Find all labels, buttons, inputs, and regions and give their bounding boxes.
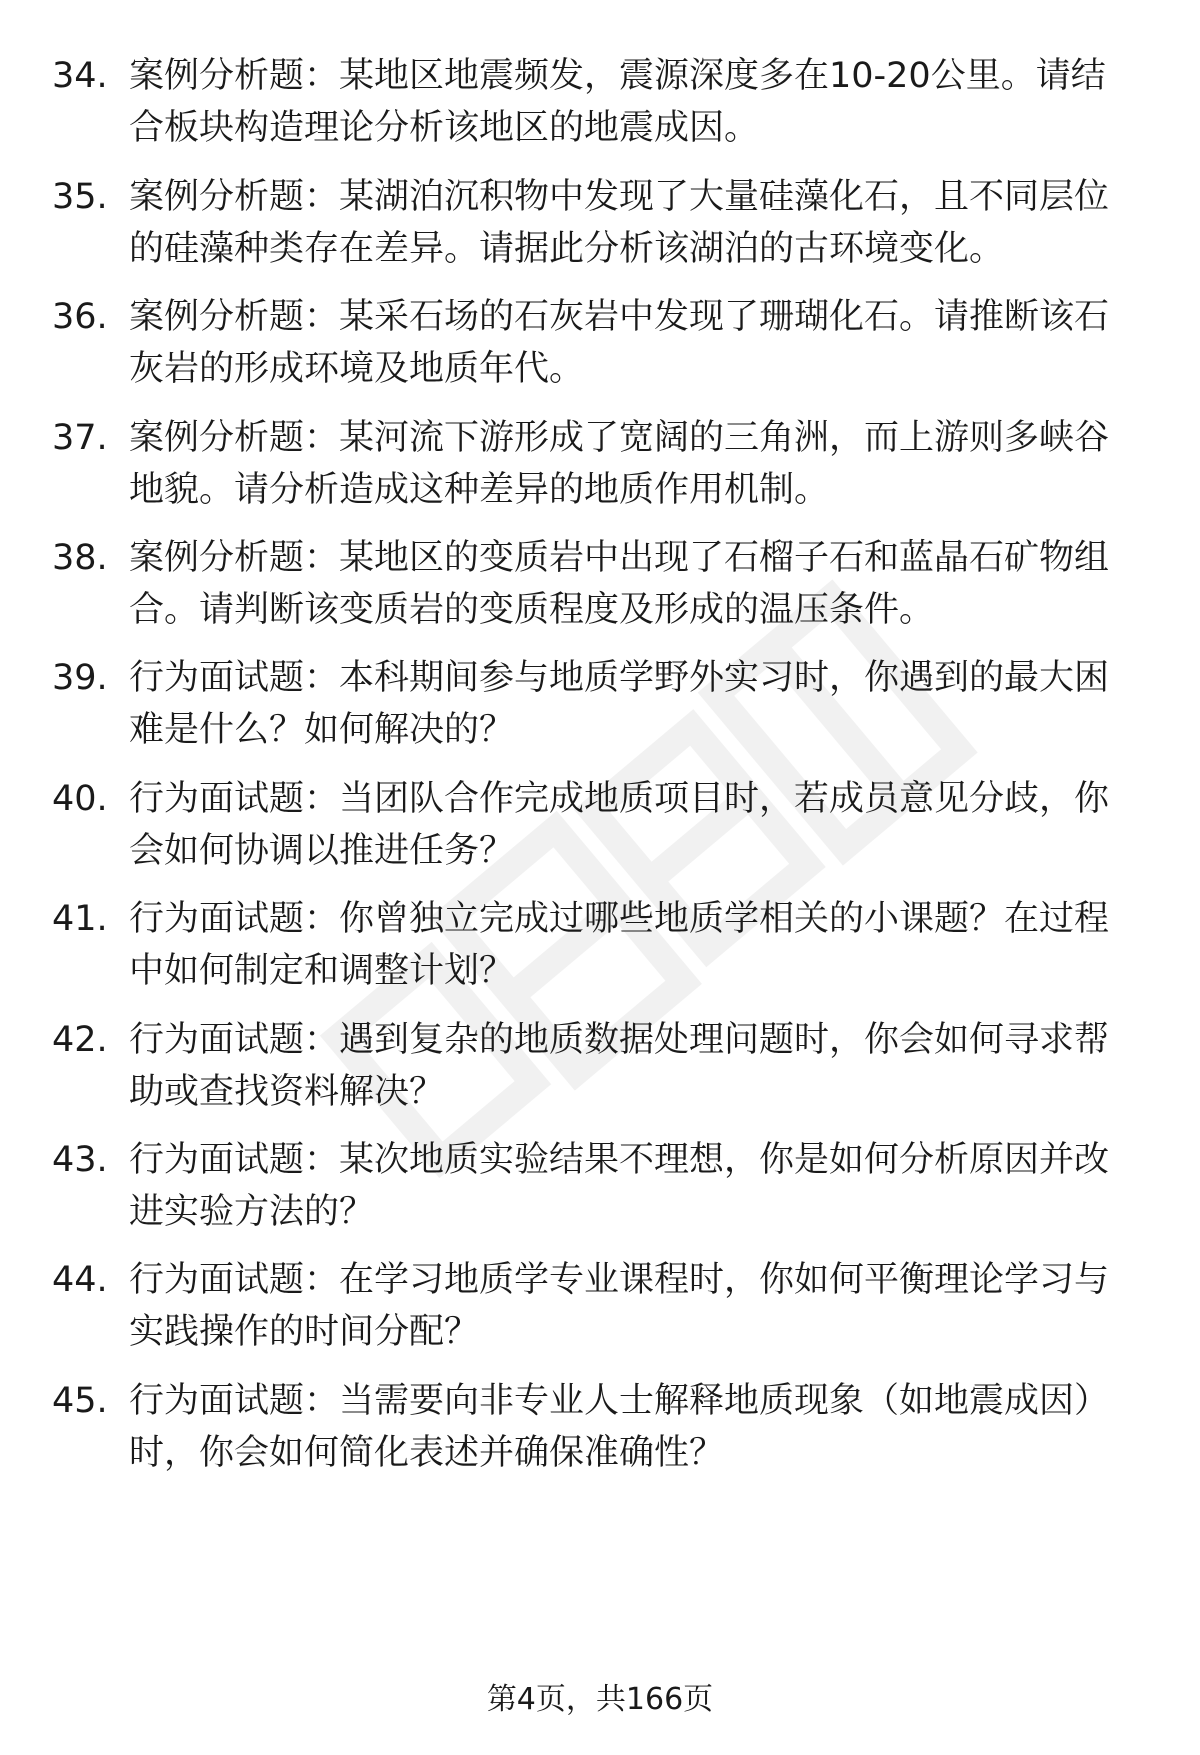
question-item [52, 291, 1142, 391]
question-item [52, 412, 1142, 512]
question-text: 行为面试题：你曾独立完成过哪些地质学相关的小课题？在过程中如何制定和调整计划？ [129, 899, 1110, 991]
question-text: 行为面试题：本科期间参与地质学野外实习时，你遇到的最大困难是什么？如何解决的？ [129, 658, 1110, 750]
question-item [52, 893, 1142, 993]
question-item [52, 50, 1142, 150]
question-number: 40. [52, 779, 108, 819]
question-text: 行为面试题：当团队合作完成地质项目时，若成员意见分歧，你会如何协调以推进任务？ [129, 779, 1110, 871]
question-item [52, 773, 1142, 873]
question-number: 43. [52, 1140, 108, 1180]
question-number: 38. [52, 538, 108, 578]
question-item [52, 1375, 1142, 1475]
question-text: 行为面试题：在学习地质学专业课程时，你如何平衡理论学习与实践操作的时间分配？ [129, 1260, 1110, 1352]
question-text: 案例分析题：某采石场的石灰岩中发现了珊瑚化石。请推断该石灰岩的形成环境及地质年代。 [129, 297, 1110, 389]
question-number: 45. [52, 1381, 108, 1421]
question-item [52, 1134, 1142, 1234]
question-item [52, 532, 1142, 632]
page-number-footer: 第4页，共166页 [486, 1682, 714, 1717]
question-number: 36. [52, 297, 108, 337]
question-number: 42. [52, 1020, 108, 1060]
question-number: 39. [52, 658, 108, 698]
question-number: 44. [52, 1260, 108, 1300]
question-number: 34. [52, 56, 108, 96]
question-item [52, 652, 1142, 752]
question-item [52, 1014, 1142, 1114]
question-text: 行为面试题：某次地质实验结果不理想，你是如何分析原因并改进实验方法的？ [129, 1140, 1110, 1232]
question-item [52, 1254, 1142, 1354]
question-text: 案例分析题：某地区地震频发，震源深度多在10-20公里。请结合板块构造理论分析该地区的地震成因。 [129, 56, 1106, 148]
question-item [52, 171, 1142, 271]
question-text: 行为面试题：当需要向非专业人士解释地质现象（如地震成因）时，你会如何简化表述并确保准确性？ [129, 1381, 1110, 1473]
question-number: 41. [52, 899, 108, 939]
question-text: 行为面试题：遇到复杂的地质数据处理问题时，你会如何寻求帮助或查找资料解决？ [129, 1020, 1110, 1112]
question-text: 案例分析题：某湖泊沉积物中发现了大量硅藻化石，且不同层位的硅藻种类存在差异。请据此分析该湖泊的古环境变化。 [129, 177, 1110, 269]
question-text: 案例分析题：某河流下游形成了宽阔的三角洲，而上游则多峡谷地貌。请分析造成这种差异的地质作用机制。 [129, 418, 1110, 510]
question-number: 35. [52, 177, 108, 217]
question-number: 37. [52, 418, 108, 458]
question-text: 案例分析题：某地区的变质岩中出现了石榴子石和蓝晶石矿物组合。请判断该变质岩的变质程度及形成的温压条件。 [129, 538, 1110, 630]
